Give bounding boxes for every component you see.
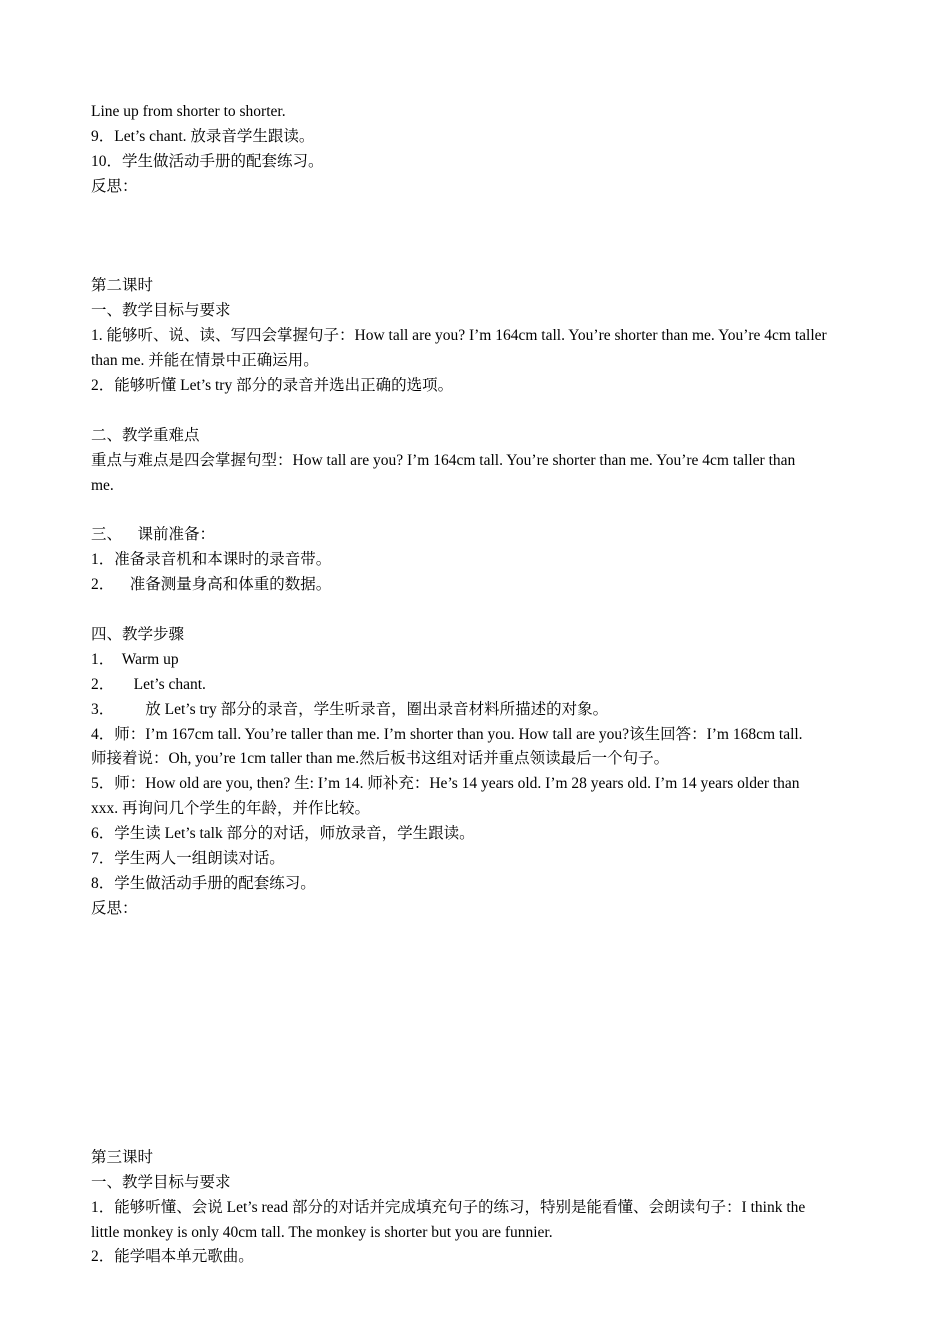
reflection-label: 反思： [91,177,138,195]
text-line: 5．师：How old are you, then? 生: I’m 14. 师补充：He’s 14 years old. I’m 28 years old. I’m 14 years older than [91,775,800,793]
text-line: 2．能够听懂 Let’s try 部分的录音并选出正确的选项。 [91,376,454,394]
section-heading: 一、教学目标与要求 [91,302,231,320]
text-line: 10．学生做活动手册的配套练习。 [91,152,324,170]
text-line: 2．能学唱本单元歌曲。 [91,1248,254,1266]
text-line: me. [91,476,114,494]
spacer [91,598,863,623]
section-heading: 二、教学重难点 [91,426,200,444]
text-line: 7．学生两人一组朗读对话。 [91,850,285,868]
text-line: 1． Warm up [91,650,179,668]
spacer [91,200,863,250]
text-line: little monkey is only 40cm tall. The monkey is shorter but you are funnier. [91,1223,553,1241]
text-line: 3． 放 Let’s try 部分的录音，学生听录音，圈出录音材料所描述的对象。 [91,700,609,718]
text-line: 1．能够听懂、会说 Let’s read 部分的对话并完成填充句子的练习，特别是能看懂、会朗读句子：I think the [91,1198,806,1216]
text-line: 8．学生做活动手册的配套练习。 [91,875,316,893]
section-heading: 四、教学步骤 [91,625,185,643]
text-line: than me. 并能在情景中正确运用。 [91,352,319,370]
text-line: 4．师：I’m 167cm tall. You’re taller than me. I’m shorter than you. How tall are you?该生回答：I’m 168cm tall. [91,725,803,743]
spacer [91,922,863,1146]
document-page [91,100,863,1270]
lesson-title: 第三课时 [91,1148,154,1166]
text-line: 9．Let’s chant. 放录音学生跟读。 [91,127,315,145]
text-line: 2． Let’s chant. [91,675,206,693]
text-line: 1. 能够听、说、读、写四会掌握句子：How tall are you? I’m 164cm tall. You’re shorter than me. You’re 4cm taller [91,327,827,345]
text-line: xxx. 再询问几个学生的年龄，并作比较。 [91,800,371,818]
spacer [91,399,863,424]
text-line: 重点与难点是四会掌握句型：How tall are you? I’m 164cm tall. You’re shorter than me. You’re 4cm taller than [91,451,796,469]
lesson-title: 第二课时 [91,277,154,295]
text-line: 2． 准备测量身高和体重的数据。 [91,576,332,594]
section-heading: 一、教学目标与要求 [91,1173,231,1191]
text-line: 1．准备录音机和本课时的录音带。 [91,551,332,569]
reflection-label: 反思： [91,899,138,917]
text-line: 师接着说：Oh, you’re 1cm taller than me.然后板书这组对话并重点领读最后一个句子。 [91,750,670,768]
spacer [91,249,863,274]
text-line: 6．学生读 Let’s talk 部分的对话，师放录音，学生跟读。 [91,825,475,843]
text-line: Line up from shorter to shorter. [91,103,286,120]
section-heading: 三、 课前准备： [91,526,216,544]
spacer [91,498,863,523]
